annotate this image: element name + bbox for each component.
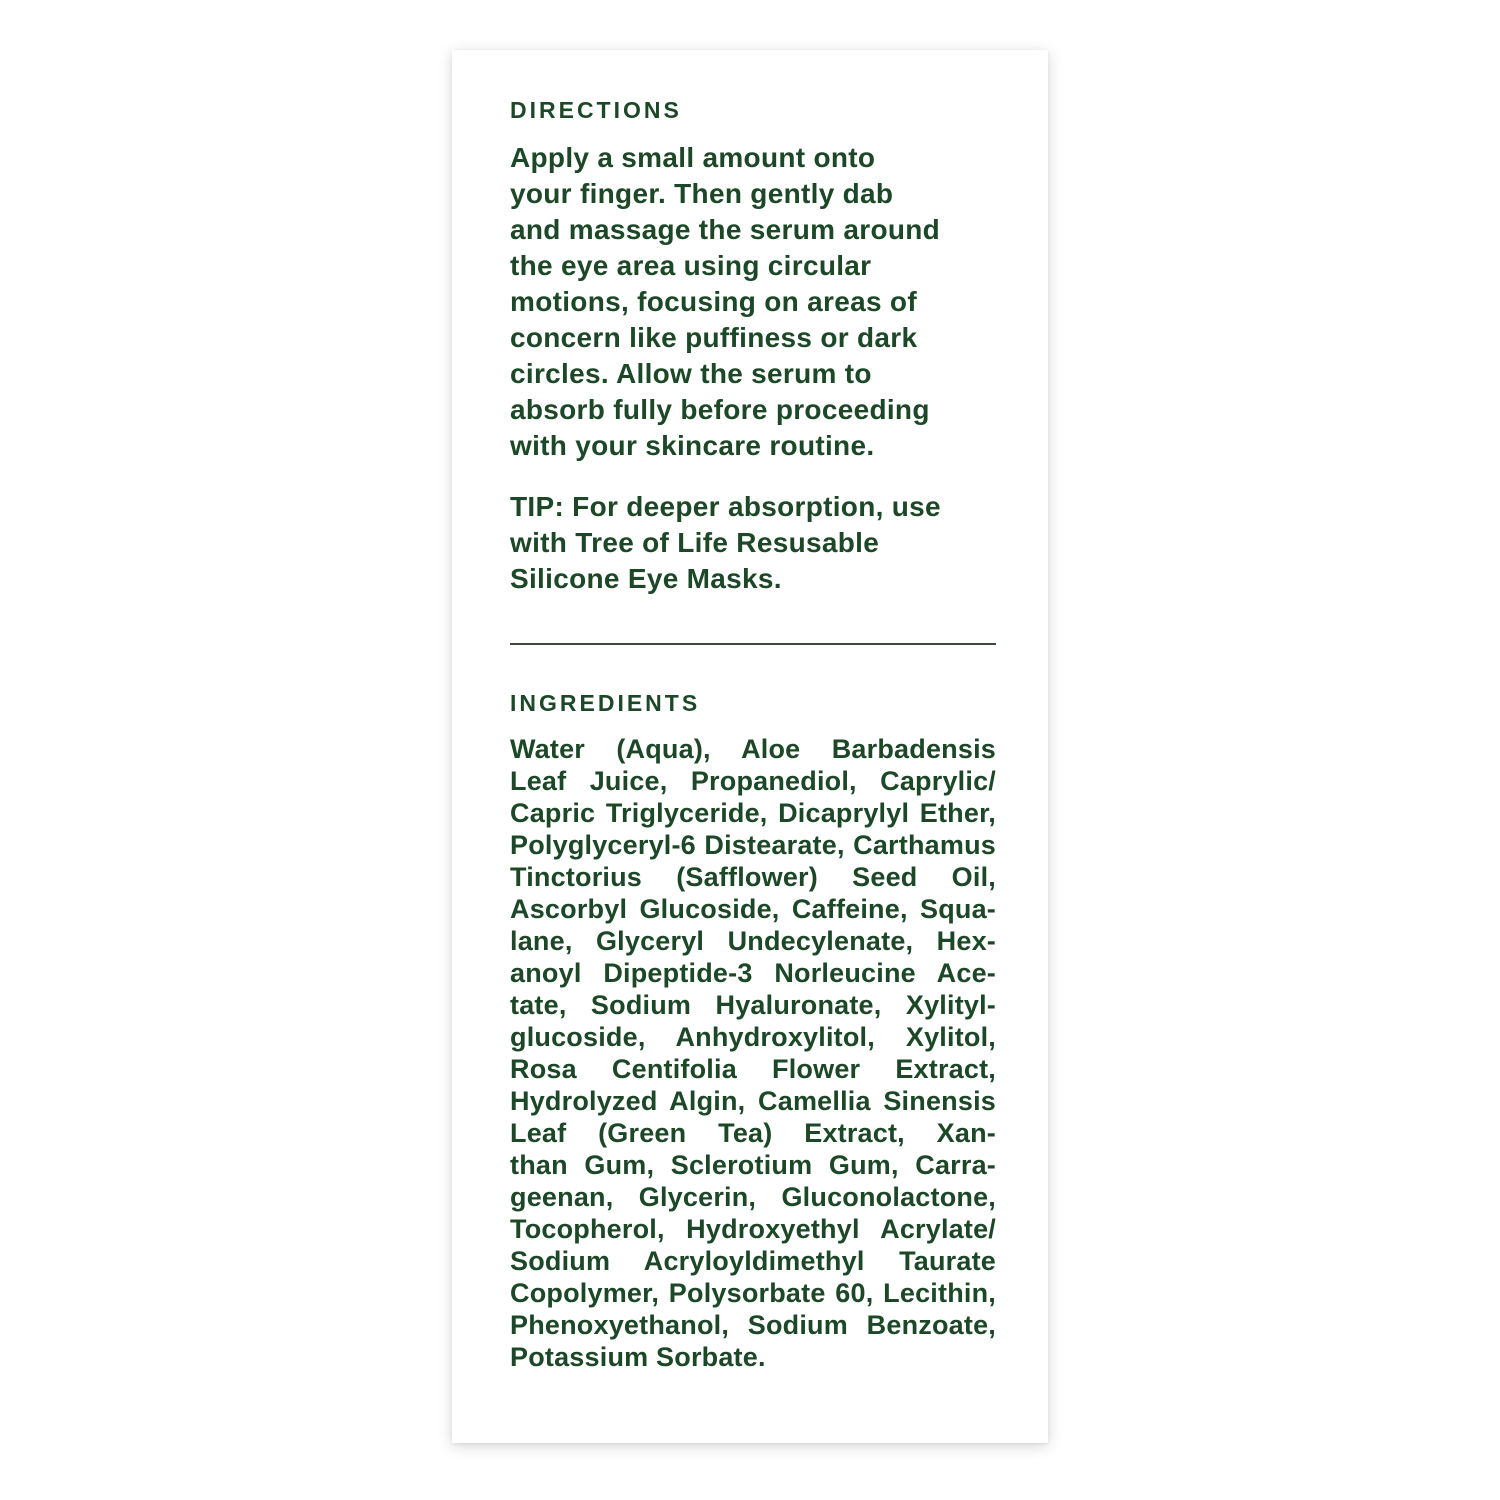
tip-first-line bbox=[510, 489, 996, 525]
text-line: Leaf (Green Tea) Extract, Xan- bbox=[510, 1118, 996, 1148]
text-line: motions, focusing on areas of bbox=[510, 286, 917, 317]
directions-section bbox=[510, 97, 996, 597]
text-line: Leaf Juice, Propanediol, Caprylic/ bbox=[510, 766, 996, 796]
text-line: the eye area using circular bbox=[510, 250, 872, 281]
text-line: Water (Aqua), Aloe Barbadensis bbox=[510, 734, 996, 764]
text-line: Apply a small amount onto bbox=[510, 142, 876, 173]
text-line: Ascorbyl Glucoside, Caffeine, Squa- bbox=[510, 894, 996, 924]
text-line: with your skincare routine. bbox=[510, 430, 875, 461]
section-divider bbox=[510, 643, 996, 645]
text-line: lane, Glyceryl Undecylenate, Hex- bbox=[510, 926, 996, 956]
text-line: Tinctorius (Safflower) Seed Oil, bbox=[510, 862, 996, 892]
text-line: tate, Sodium Hyaluronate, Xylityl- bbox=[510, 990, 996, 1020]
text-line: Tocopherol, Hydroxyethyl Acrylate/ bbox=[510, 1214, 996, 1244]
text-line: Potassium Sorbate. bbox=[510, 1342, 766, 1372]
label-card bbox=[452, 50, 1048, 1443]
text-line: geenan, Glycerin, Gluconolactone, bbox=[510, 1182, 996, 1212]
directions-text bbox=[510, 140, 996, 464]
text-line: Copolymer, Polysorbate 60, Lecithin, bbox=[510, 1278, 996, 1308]
text-line: glucoside, Anhydroxylitol, Xylitol, bbox=[510, 1022, 996, 1052]
text-line: Phenoxyethanol, Sodium Benzoate, bbox=[510, 1310, 996, 1340]
ingredients-text bbox=[510, 733, 996, 1373]
text-line: anoyl Dipeptide-3 Norleucine Ace- bbox=[510, 958, 996, 988]
text-line: your finger. Then gently dab bbox=[510, 178, 894, 209]
directions-heading: DIRECTIONS bbox=[510, 97, 682, 123]
text-line: Polyglyceryl-6 Distearate, Carthamus bbox=[510, 830, 996, 860]
tip-text bbox=[510, 489, 996, 597]
text-line: Rosa Centifolia Flower Extract, bbox=[510, 1054, 996, 1084]
ingredients-heading: INGREDIENTS bbox=[510, 690, 701, 716]
text-line: and massage the serum around bbox=[510, 214, 941, 245]
tip-label: TIP: bbox=[510, 491, 565, 522]
text-line: Sodium Acryloyldimethyl Taurate bbox=[510, 1246, 996, 1276]
text-line: circles. Allow the serum to bbox=[510, 358, 872, 389]
text-line: Silicone Eye Masks. bbox=[510, 563, 782, 594]
text-line: Capric Triglyceride, Dicaprylyl Ether, bbox=[510, 798, 996, 828]
ingredients-section bbox=[510, 690, 996, 1373]
text-line: Hydrolyzed Algin, Camellia Sinensis bbox=[510, 1086, 996, 1116]
tip-remaining-lines bbox=[510, 525, 996, 597]
text-line: than Gum, Sclerotium Gum, Carra- bbox=[510, 1150, 996, 1180]
text-line: with Tree of Life Resusable bbox=[510, 527, 880, 558]
tip-first-line-rest: For deeper absorption, use bbox=[564, 491, 941, 522]
text-line: absorb fully before proceeding bbox=[510, 394, 930, 425]
text-line: concern like puffiness or dark bbox=[510, 322, 918, 353]
